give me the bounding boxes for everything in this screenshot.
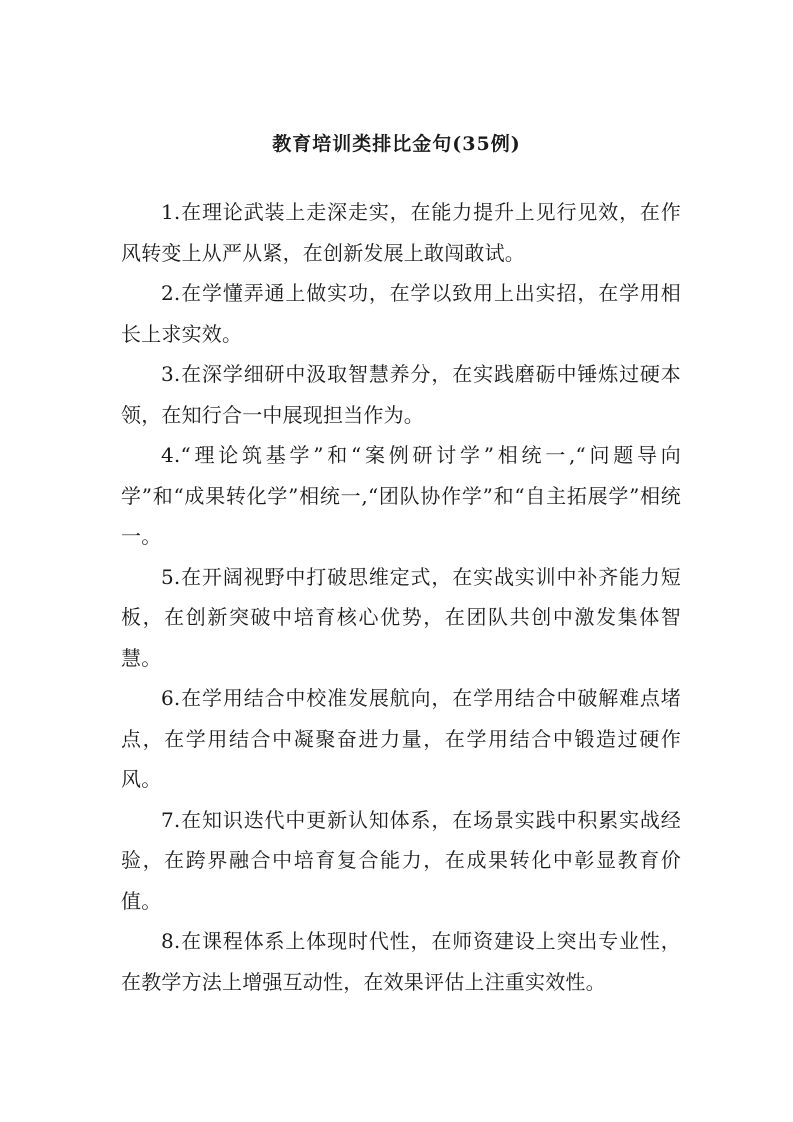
paragraph-3: 3.在深学细研中汲取智慧养分，在实践磨砺中锤炼过硬本领，在知行合一中展现担当作为。 <box>121 362 681 427</box>
paragraph-2: 2.在学懂弄通上做实功，在学以致用上出实招，在学用相长上求实效。 <box>121 281 681 346</box>
document-title: 教育培训类排比金句(35例) <box>272 133 521 155</box>
paragraph-6: 6.在学用结合中校准发展航向，在学用结合中破解难点堵点，在学用结合中凝聚奋进力量，在学用结合中锻造过硬作风。 <box>121 686 681 791</box>
paragraph-4: 4.“理论筑基学”和“案例研讨学”相统一,“问题导向学”和“成果转化学”相统一,“团队协作学”和“自主拓展学”相统一。 <box>121 443 681 548</box>
paragraph-8: 8.在课程体系上体现时代性，在师资建设上突出专业性，在教学方法上增强互动性，在效果评估上注重实效性。 <box>121 929 681 994</box>
paragraph-5: 5.在开阔视野中打破思维定式，在实战实训中补齐能力短板，在创新突破中培育核心优势，在团队共创中激发集体智慧。 <box>121 564 681 670</box>
paragraph-1: 1.在理论武装上走深走实，在能力提升上见行见效，在作风转变上从严从紧，在创新发展上敢闯敢试。 <box>121 200 681 265</box>
paragraph-7: 7.在知识迭代中更新认知体系，在场景实践中积累实战经验，在跨界融合中培育复合能力，在成果转化中彰显教育价值。 <box>121 807 681 913</box>
document-body <box>121 192 681 1002</box>
